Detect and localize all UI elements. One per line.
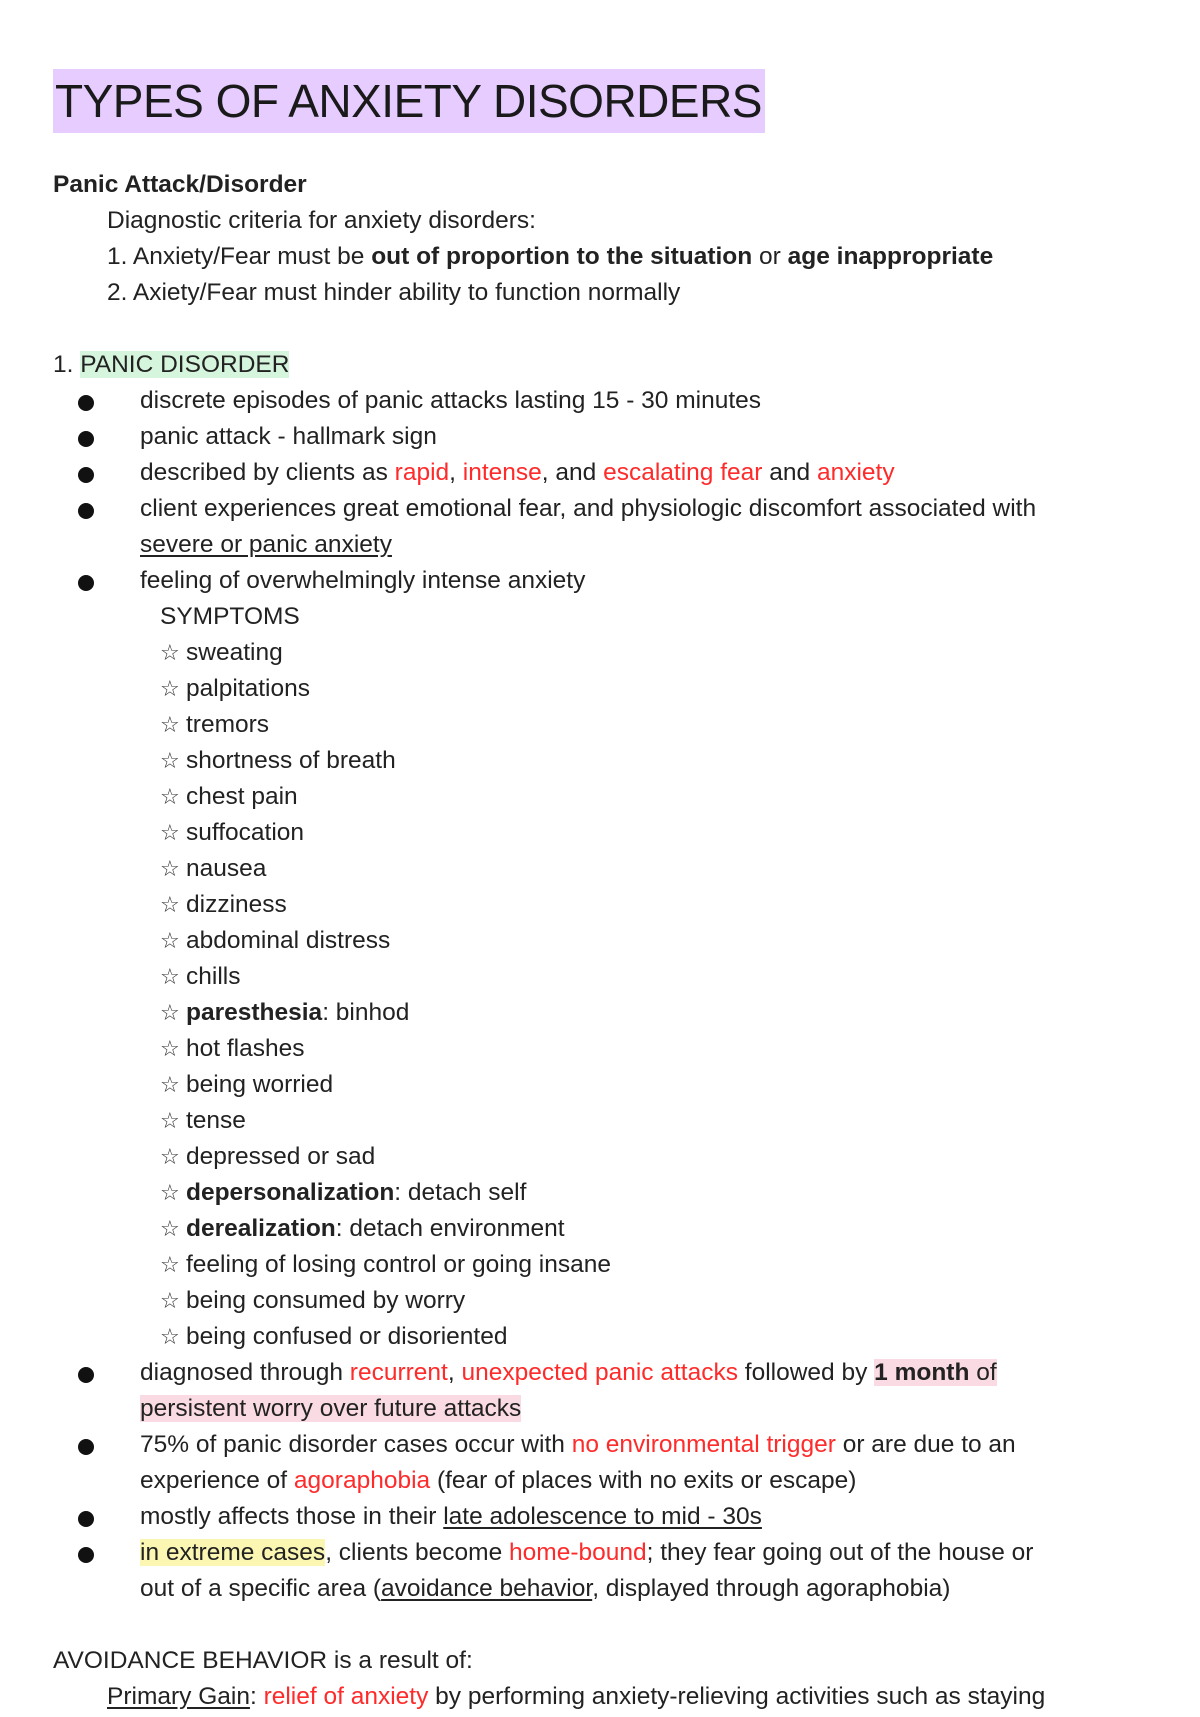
symptom-text: feeling of losing control or going insane [186,1251,611,1278]
star-icon: ☆ [160,713,180,738]
text: mostly affects those in their [140,1503,444,1530]
primary-gain-line [107,1679,1045,1715]
underlined-term: avoidance behavior [381,1575,593,1602]
star-icon: ☆ [160,1289,180,1314]
bullet-dot-icon [78,431,94,447]
star-icon: ☆ [160,1073,180,1098]
bullet-dot-icon [78,1367,94,1383]
symptom-text: being worried [186,1071,334,1098]
symptom-item [160,707,269,744]
list-item: discrete episodes of panic attacks lasting 15 - 30 minutes [140,387,762,414]
text: of [969,1359,997,1386]
list-item [140,1427,1016,1463]
text: , [449,459,463,486]
heading-text: AVOIDANCE BEHAVIOR [53,1647,328,1674]
symptom-text: : detach self [394,1179,527,1206]
symptom-item [160,887,287,924]
list-item: feeling of overwhelmingly intense anxiety [140,567,586,594]
star-icon: ☆ [160,821,180,846]
symptom-item [160,1283,465,1320]
text: out of a specific area ( [140,1575,382,1602]
highlight-term: persistent worry over future attacks [140,1395,522,1422]
list-item-continuation [140,1571,950,1607]
red-term: anxiety [816,459,895,486]
text: ; they fear going out of the house or [646,1539,1034,1566]
symptoms-label: SYMPTOMS [160,603,300,630]
symptom-text: dizziness [186,891,287,918]
symptom-item [160,635,283,672]
bullet-dot-icon [78,467,94,483]
star-icon: ☆ [160,749,180,774]
text: diagnosed through [140,1359,350,1386]
text: or are due to an [835,1431,1016,1458]
heading-text: PANIC DISORDER [80,351,290,378]
star-icon: ☆ [160,929,180,954]
symptom-item [160,1247,611,1284]
red-term: rapid [394,459,450,486]
symptom-item [160,959,240,996]
star-icon: ☆ [160,785,180,810]
criteria-bold: out of proportion to the situation [371,243,753,270]
star-icon: ☆ [160,1109,180,1134]
text: , clients become [325,1539,510,1566]
red-term: no environmental trigger [571,1431,836,1458]
star-icon: ☆ [160,965,180,990]
page-title: TYPES OF ANXIETY DISORDERS [53,69,765,133]
section-heading: Panic Attack/Disorder [53,171,307,198]
symptom-item [160,851,266,888]
symptom-term: depersonalization [186,1179,395,1206]
symptom-item [160,1139,375,1176]
criteria-text: or [752,243,788,270]
criteria-text: Axiety/Fear must hinder ability to function normally [127,279,681,306]
underlined-term: late adolescence to mid - 30s [443,1503,762,1530]
star-icon: ☆ [160,1253,180,1278]
text: followed by [737,1359,875,1386]
red-term: relief of anxiety [263,1683,429,1710]
symptom-item [160,779,298,816]
criteria-item-2 [107,275,680,311]
symptom-item [160,815,304,852]
heading-number: 1. [53,351,81,378]
text: (fear of places with no exits or escape) [430,1467,857,1494]
symptom-text: : detach environment [335,1215,565,1242]
symptom-text: chest pain [186,783,298,810]
text: by performing anxiety-relieving activities such as staying [428,1683,1046,1710]
star-icon: ☆ [160,1001,180,1026]
symptom-text: sweating [186,639,283,666]
star-icon: ☆ [160,893,180,918]
highlight-term [874,1359,997,1386]
text: described by clients as [140,459,395,486]
symptom-term: paresthesia [186,999,323,1026]
highlight-term: in extreme cases [140,1539,326,1566]
avoidance-heading [53,1643,473,1679]
criteria-num: 2. [107,279,128,306]
red-term: home-bound [509,1539,647,1566]
symptom-text: depressed or sad [186,1143,376,1170]
symptom-item [160,1175,526,1212]
list-item-continuation [140,1391,521,1427]
criteria-text: Anxiety/Fear must be [127,243,372,270]
bullet-dot-icon [78,1547,94,1563]
symptom-item [160,1319,507,1356]
symptom-item [160,671,310,708]
symptom-text: palpitations [186,675,310,702]
bullet-dot-icon [78,1439,94,1455]
symptom-text: shortness of breath [186,747,396,774]
symptom-item [160,923,390,960]
bold-term: 1 month [874,1359,970,1386]
symptom-text: : binhod [322,999,410,1026]
text: , [447,1359,462,1386]
text: 75% of panic disorder cases occur with [140,1431,572,1458]
list-item: panic attack - hallmark sign [140,423,437,450]
red-term: escalating fear [603,459,763,486]
symptom-text: suffocation [186,819,305,846]
symptom-item [160,1211,565,1248]
panic-disorder-heading [53,347,289,383]
symptom-text: abdominal distress [186,927,391,954]
symptom-text: hot flashes [186,1035,305,1062]
symptom-text: nausea [186,855,267,882]
star-icon: ☆ [160,1037,180,1062]
bullet-dot-icon [78,503,94,519]
text: is a result of: [327,1647,473,1674]
text: : [249,1683,264,1710]
criteria-bold: age inappropriate [787,243,994,270]
symptom-text: tremors [186,711,270,738]
criteria-item-1 [107,239,993,275]
primary-gain-label: Primary Gain [107,1683,250,1710]
symptom-text: being consumed by worry [186,1287,466,1314]
red-term: unexpected panic attacks [461,1359,738,1386]
bullet-dot-icon [78,1511,94,1527]
star-icon: ☆ [160,677,180,702]
symptom-item [160,743,396,780]
list-item [140,1499,762,1535]
star-icon: ☆ [160,1217,180,1242]
symptom-term: derealization [186,1215,336,1242]
criteria-num: 1. [107,243,128,270]
text: and [762,459,817,486]
list-item [140,1355,997,1391]
bullet-dot-icon [78,395,94,411]
star-icon: ☆ [160,641,180,666]
red-term: intense [462,459,542,486]
list-item-continuation [140,1463,856,1499]
bullet-dot-icon [78,575,94,591]
symptom-item [160,1103,246,1140]
list-item: client experiences great emotional fear, and physiologic discomfort associated with [140,495,1037,522]
symptom-item [160,995,409,1032]
star-icon: ☆ [160,1145,180,1170]
red-term: recurrent [349,1359,448,1386]
text: experience of [140,1467,294,1494]
star-icon: ☆ [160,857,180,882]
red-term: agoraphobia [293,1467,431,1494]
list-item-continuation: severe or panic anxiety [140,531,392,558]
star-icon: ☆ [160,1325,180,1350]
criteria-intro: Diagnostic criteria for anxiety disorders: [107,207,536,234]
list-item [140,455,895,491]
symptom-item [160,1067,333,1104]
symptom-text: being confused or disoriented [186,1323,508,1350]
symptom-item [160,1031,305,1068]
list-item [140,1535,1033,1571]
star-icon: ☆ [160,1181,180,1206]
text: , displayed through agoraphobia) [592,1575,951,1602]
symptom-text: chills [186,963,241,990]
symptom-text: tense [186,1107,246,1134]
text: , and [541,459,604,486]
